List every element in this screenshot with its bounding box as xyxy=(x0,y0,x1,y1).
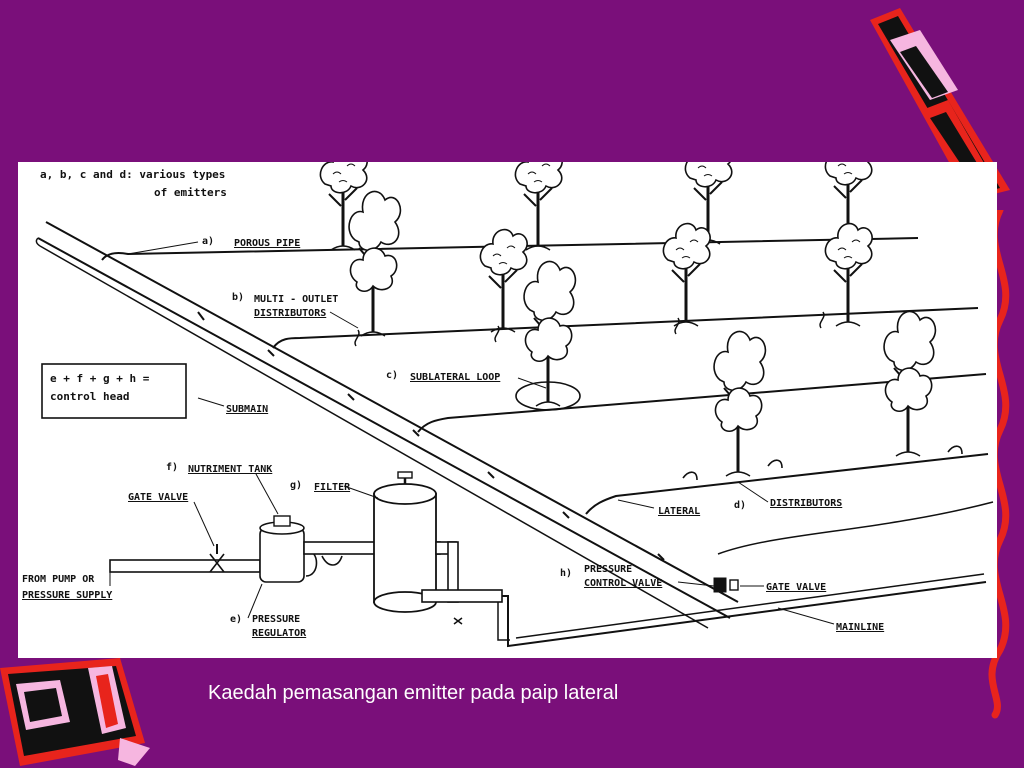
emitters-legend-line-2: of emitters xyxy=(154,186,227,199)
label-multi-outlet-2: DISTRIBUTORS xyxy=(254,308,327,319)
slide-caption: Kaedah pemasangan emitter pada paip lateral xyxy=(208,682,619,704)
irrigation-layout-figure xyxy=(18,162,997,658)
label-g-prefix: g) xyxy=(290,480,303,491)
tree-group xyxy=(320,162,935,476)
emitters-legend-line-1: a, b, c and d: various types xyxy=(40,168,226,181)
label-filter: FILTER xyxy=(314,482,351,493)
label-pressure-regulator-2: REGULATOR xyxy=(252,628,307,639)
label-h-prefix: h) xyxy=(560,568,573,579)
label-gate-valve-left: GATE VALVE xyxy=(128,492,189,503)
label-e-prefix: e) xyxy=(230,614,243,625)
label-b-prefix: b) xyxy=(232,292,245,303)
label-nutriment-tank: NUTRIMENT TANK xyxy=(188,464,273,475)
label-gate-valve-right: GATE VALVE xyxy=(766,582,827,593)
control-head-line-1: e + f + g + h = xyxy=(50,372,150,385)
label-lateral: LATERAL xyxy=(658,506,701,517)
label-pressure-control-1: PRESSURE xyxy=(584,564,633,575)
label-from-pump-1: FROM PUMP OR xyxy=(22,574,95,585)
label-pressure-control-2: CONTROL VALVE xyxy=(584,578,663,589)
label-pressure-regulator-1: PRESSURE xyxy=(252,614,301,625)
crayon-bottom-left-decoration xyxy=(0,648,170,768)
label-d-prefix: d) xyxy=(734,500,747,511)
label-porous-pipe: POROUS PIPE xyxy=(234,238,301,249)
label-mainline: MAINLINE xyxy=(836,622,885,633)
control-head-line-2: control head xyxy=(50,390,130,403)
label-distributors: DISTRIBUTORS xyxy=(770,498,843,509)
label-multi-outlet-1: MULTI - OUTLET xyxy=(254,294,339,305)
label-submain: SUBMAIN xyxy=(226,404,269,415)
label-c-prefix: c) xyxy=(386,370,399,381)
drip-system-diagram xyxy=(18,162,997,658)
label-f-prefix: f) xyxy=(166,462,179,473)
control-head xyxy=(110,472,738,624)
label-from-pump-2: PRESSURE SUPPLY xyxy=(22,590,113,601)
label-sublateral-loop: SUBLATERAL LOOP xyxy=(410,372,501,383)
label-a-prefix: a) xyxy=(202,236,215,247)
